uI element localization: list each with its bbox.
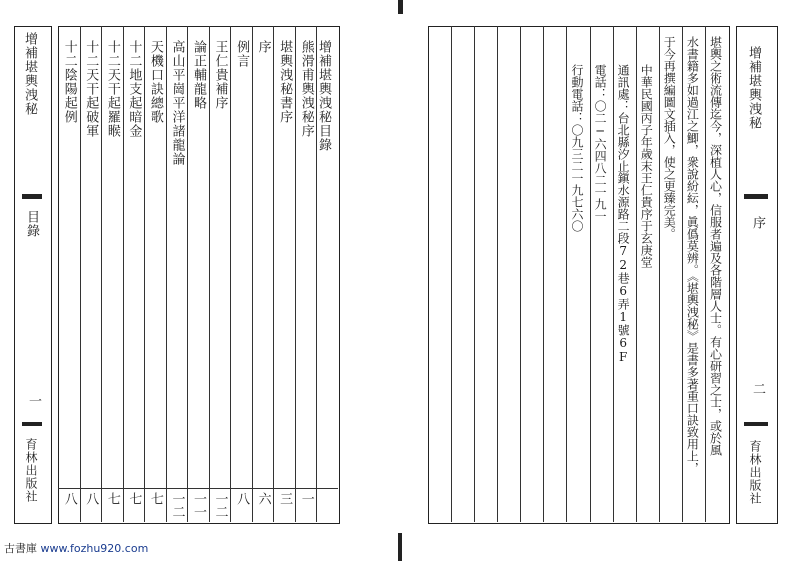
toc-entry-title[interactable]: 例言: [234, 40, 250, 68]
toc-entry-title[interactable]: 王仁貴補序: [212, 40, 228, 110]
preface-column-rule: [659, 26, 660, 522]
toc-entry-title[interactable]: 高山平崗平洋諸龍論: [169, 40, 185, 166]
footer-site-link[interactable]: www.fozhu920.com: [40, 542, 149, 555]
toc-column-rule: [123, 26, 124, 522]
toc-column-rule: [252, 26, 253, 522]
footer-watermark: [4, 540, 148, 556]
toc-column-rule: [166, 26, 167, 522]
toc-column-rule: [101, 26, 102, 522]
preface-line: 水書籍多如過江之鯽，衆說紛紜，眞僞莫辨。《堪輿洩秘》是書多著重口訣致用上，: [685, 36, 700, 474]
toc-entry-page: 七: [147, 492, 163, 505]
preface-column-rule: [520, 26, 521, 522]
footer: [0, 533, 793, 561]
preface-column-rule: [451, 26, 452, 522]
toc-entry-page: 八: [83, 492, 99, 505]
preface-column-rule: [682, 26, 683, 522]
footer-brand: 古書庫: [4, 542, 37, 555]
toc-column-rule: [80, 26, 81, 522]
preface-column-rule: [474, 26, 475, 522]
preface-column-rule: [497, 26, 498, 522]
toc-entry-title[interactable]: 天機口訣總歌: [147, 40, 163, 124]
toc-column-rule: [295, 26, 296, 522]
gutter-mark: [398, 0, 403, 14]
left-header-bar-top: [22, 194, 42, 199]
toc-column-rule: [273, 26, 274, 522]
preface-line: 堪輿之術流傳迄今，深植人心，信服者遍及各階層人士。有心研習之士，或於風: [708, 36, 723, 456]
toc-column-rule: [144, 26, 145, 522]
preface-line: 通訊處：台北縣汐止鎭水源路二段72巷6弄1號6F: [616, 64, 631, 364]
toc-column-rule: [230, 26, 231, 522]
book-gutter: [396, 0, 404, 561]
left-header-page: 一: [26, 394, 41, 407]
toc-entry-title[interactable]: 十二陰陽起例: [61, 40, 77, 124]
left-page-number-separator: [58, 488, 338, 489]
left-page: [0, 6, 396, 528]
toc-entry-title[interactable]: 十二天干起羅睺: [104, 40, 120, 138]
toc-column-rule: [209, 26, 210, 522]
toc-column-rule: [187, 26, 188, 522]
toc-entry-page: 八: [234, 492, 250, 505]
toc-entry-page: 一一: [191, 492, 206, 518]
preface-column-rule: [613, 26, 614, 522]
toc-entry-page: 六: [255, 492, 271, 505]
toc-entry-title[interactable]: 論正輔龍略: [191, 40, 206, 110]
right-page: [404, 6, 793, 528]
right-header-title: 增補堪輿洩秘: [746, 46, 761, 130]
preface-column-rule: [705, 26, 706, 522]
preface-column-rule: [590, 26, 591, 522]
preface-line: 行動電話：〇九三二一九七六〇: [570, 64, 584, 232]
left-header-section: 目錄: [24, 210, 39, 238]
left-header-bar-bottom: [22, 422, 42, 426]
toc-entry-title[interactable]: 堪輿洩秘書序: [277, 40, 293, 124]
left-header-title: 增補堪輿洩秘: [22, 32, 37, 116]
toc-entry-page: 一二: [212, 492, 228, 518]
toc-entry-page: 三: [277, 492, 293, 505]
preface-column-rule: [636, 26, 637, 522]
right-header-bar-bottom: [744, 422, 768, 426]
toc-entry-page: 七: [126, 492, 142, 505]
toc-title: 增補堪輿洩秘目錄: [316, 40, 331, 152]
toc-entry-page: 一二: [169, 492, 185, 518]
footer-gutter-mark: [398, 533, 402, 561]
toc-entry-page: 一: [298, 492, 314, 505]
right-publisher: 育林出版社: [748, 440, 762, 505]
toc-entry-title[interactable]: 熊滑甫輿洩秘序: [298, 40, 314, 138]
toc-entry-page: 八: [61, 492, 77, 505]
preface-column-rule: [543, 26, 544, 522]
preface-line: 于今再撰編圖文插入，使之更臻完美。: [662, 36, 677, 240]
toc-entry-page: 七: [104, 492, 120, 505]
preface-line: 中華民國丙子年歲末王仁貴序于玄庚堂: [639, 64, 654, 268]
left-publisher: 育林出版社: [24, 438, 38, 503]
right-header-page: 二: [750, 382, 765, 395]
toc-entry-title[interactable]: 十二天干起破軍: [83, 40, 99, 138]
preface-line: 電話：〇二─六四八二一九一: [593, 64, 608, 222]
preface-column-rule: [566, 26, 567, 522]
right-header-section: 序: [750, 216, 765, 230]
toc-entry-title[interactable]: 十二地支起暗金: [126, 40, 142, 138]
right-header-bar-top: [744, 194, 768, 199]
toc-entry-title[interactable]: 序: [255, 40, 271, 54]
